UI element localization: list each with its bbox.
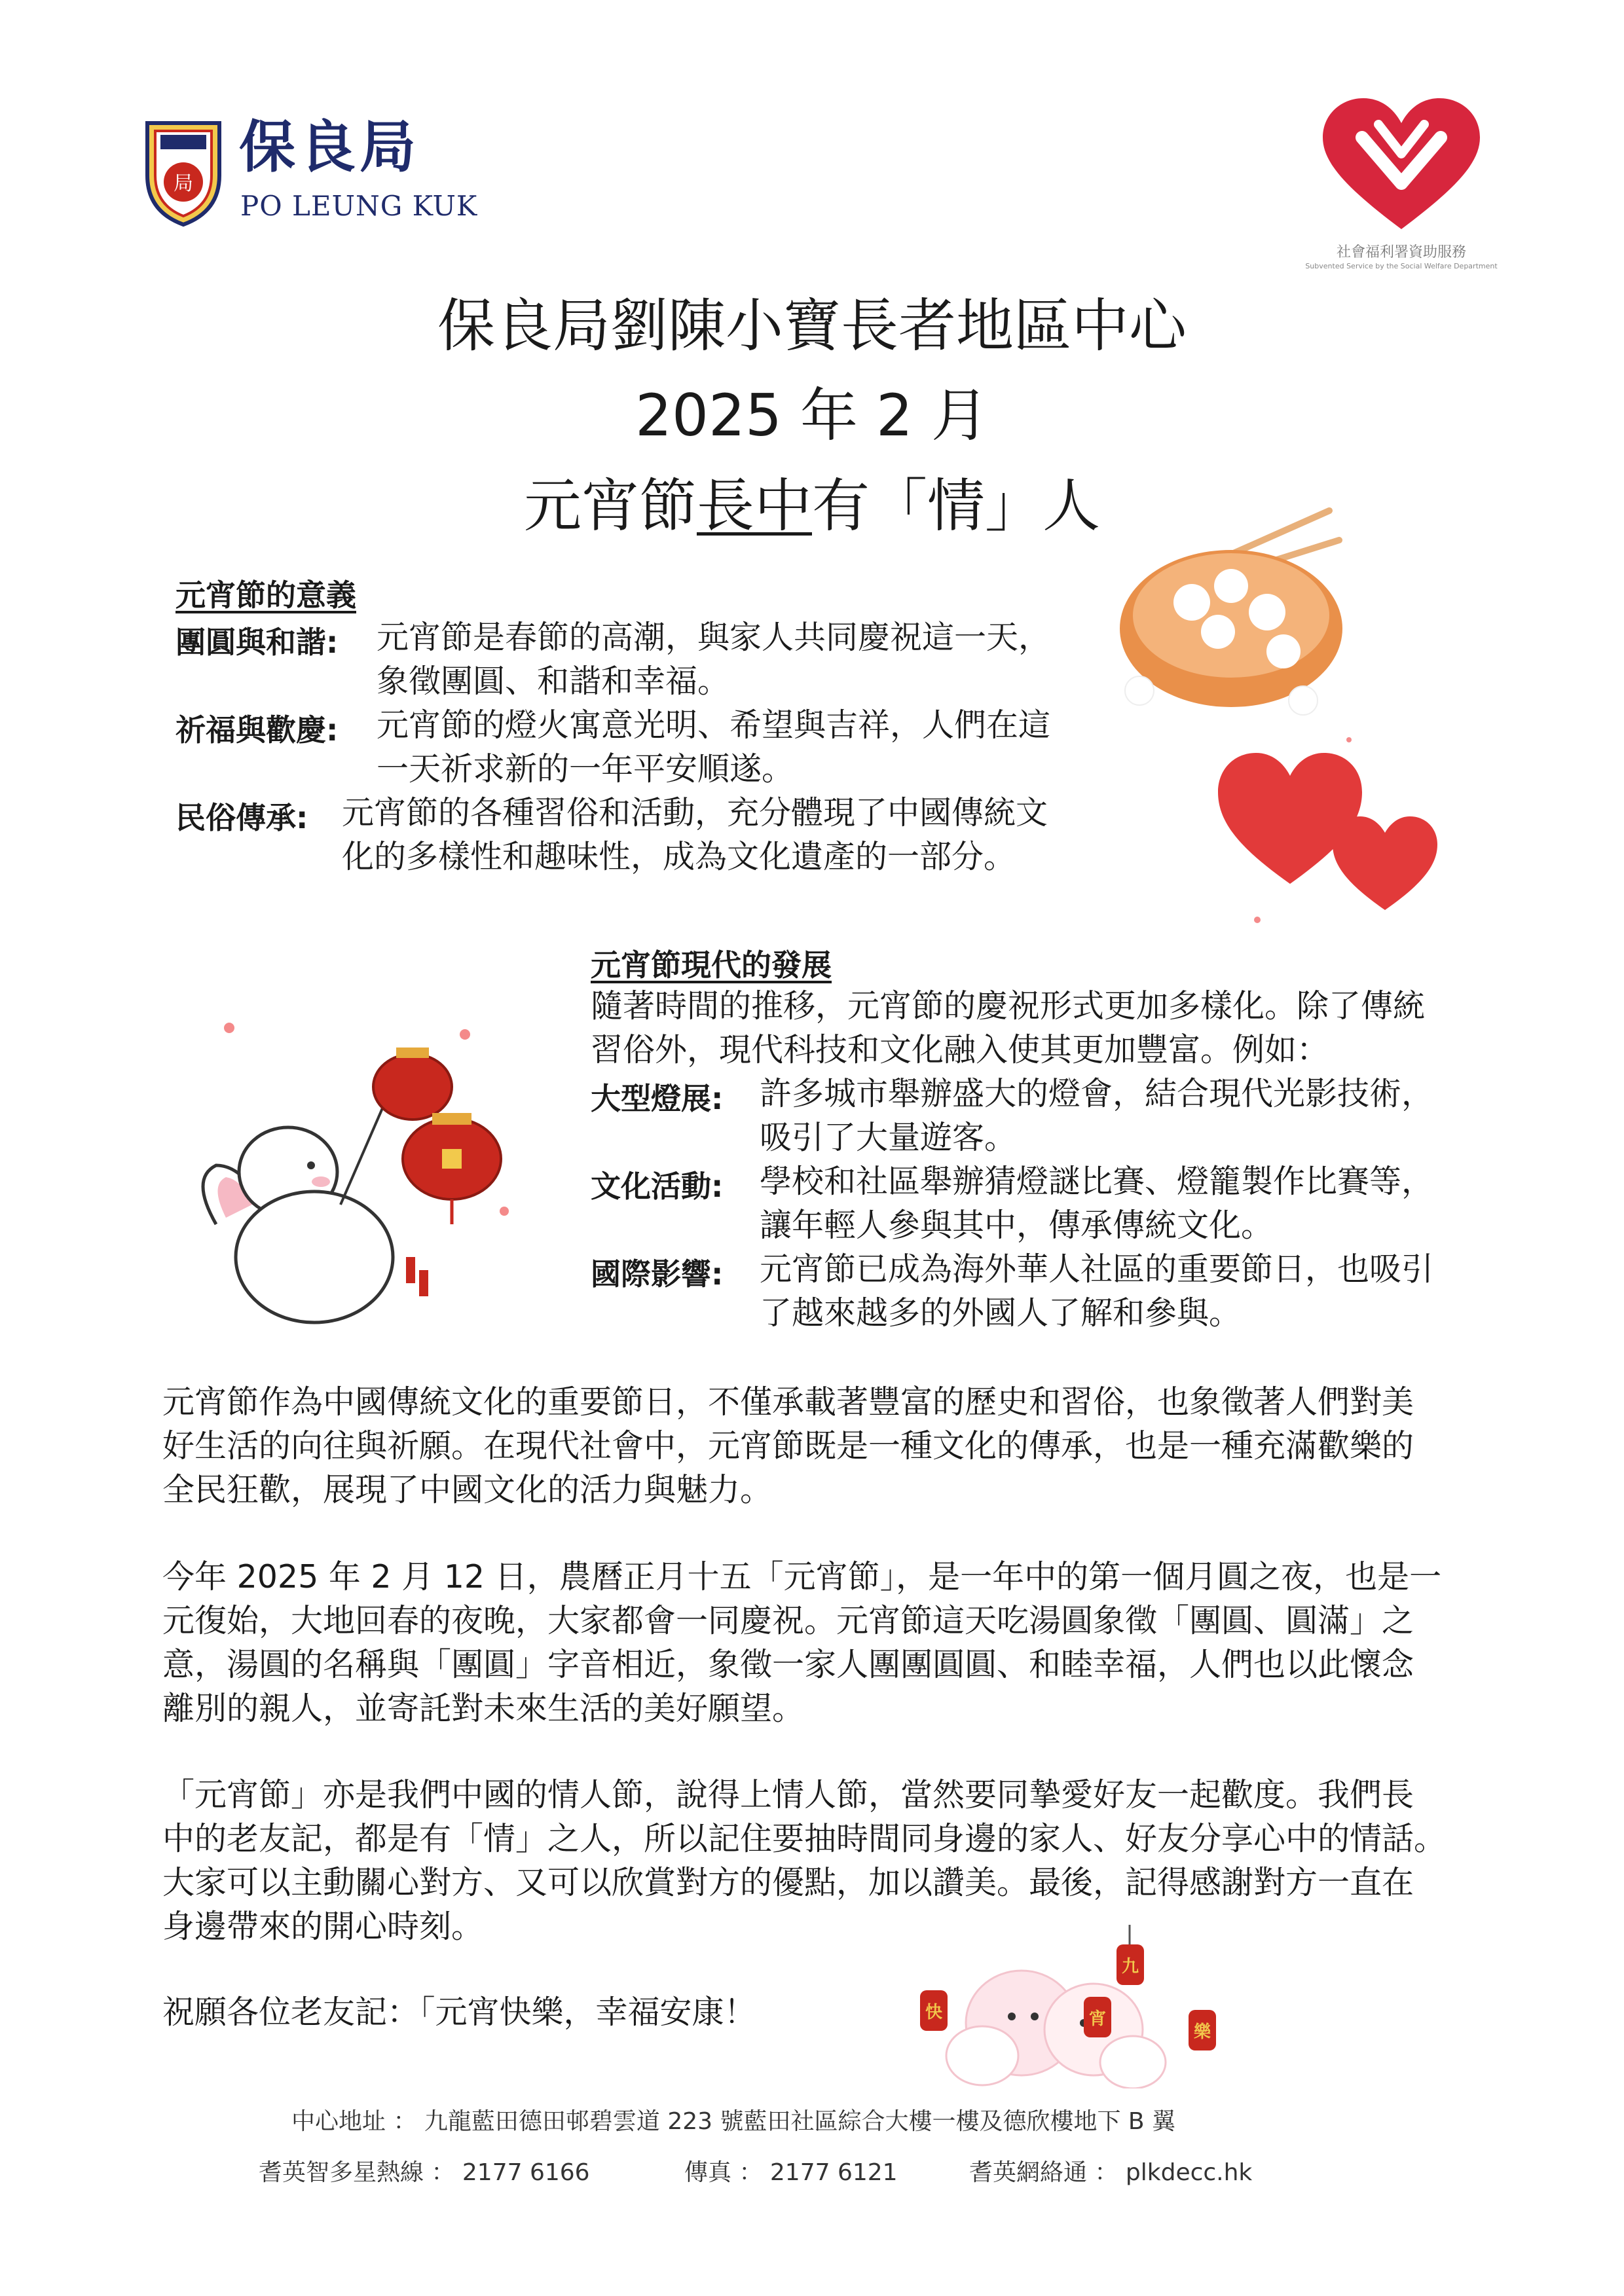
section1-item-label: 民俗傳承: [175, 800, 308, 835]
paragraph-line: 今年 2025 年 2 月 12 日，農曆正月十五「元宵節」，是一年中的第一個月圓之夜，也是一 [162, 1558, 1442, 1595]
closing-wish: 祝願各位老友記：「元宵快樂，幸福安康！ [162, 1994, 756, 2031]
plk-name-en: PO LEUNG KUK [240, 190, 478, 222]
month-title: 2025 年 2 月 [635, 382, 989, 449]
event-title-pre: 元宵節 [523, 472, 697, 539]
section2-intro-line: 習俗外，現代科技和文化融入使其更加豐富。例如： [591, 1031, 1329, 1068]
paragraph-line: 中的老友記，都是有「情」之人，所以記住要抽時間同身邊的家人、好友分享心中的情話。 [162, 1820, 1447, 1857]
paragraph-line: 離別的親人，並寄託對未來生活的美好願望。 [162, 1690, 805, 1727]
paragraph-line: 全民狂歡，展現了中國文化的活力與魅力。 [162, 1471, 773, 1508]
paragraph-line: 大家可以主動關心對方、又可以欣賞對方的優點，加以讚美。最後，記得感謝對方一直在 [162, 1864, 1414, 1901]
tangyuan-lanterns-illustration [904, 1925, 1244, 2088]
paragraph-line: 好生活的向往與祈願。在現代社會中，元宵節既是一種文化的傳承，也是一種充滿歡樂的 [162, 1427, 1414, 1465]
section2-item-text: 元宵節已成為海外華人社區的重要節日，也吸引 [760, 1250, 1434, 1288]
section1-item-text: 元宵節是春節的高潮，與家人共同慶祝這一天， [377, 619, 1051, 656]
section1-item-label: 祈福與歡慶: [175, 712, 339, 748]
footer-website[interactable]: 耆英網絡通 ： plkdecc.hk [969, 2159, 1253, 2186]
section2-heading: 元宵節現代的發展 [591, 947, 832, 983]
lantern-char: 宵 [1088, 2009, 1107, 2029]
section1-item-text: 一天祈求新的一年平安順遂。 [377, 750, 794, 788]
plk-crest-icon [141, 117, 226, 228]
section2-item-label: 大型燈展: [591, 1081, 724, 1116]
plk-name-zh: 保良局 [239, 115, 420, 180]
section2-intro-line: 隨著時間的推移，元宵節的慶祝形式更加多樣化。除了傳統 [591, 987, 1426, 1025]
footer-fax: 傳真 ： 2177 6121 [684, 2159, 898, 2186]
lantern-char: 樂 [1193, 2022, 1211, 2042]
event-title-underlined: 長中 [696, 472, 812, 539]
rabbit-lantern-illustration [190, 1008, 517, 1336]
swd-heart-icon [1323, 98, 1480, 236]
event-title [0, 471, 1624, 541]
section2-item-text: 讓年輕人參與其中，傳承傳統文化。 [760, 1207, 1274, 1244]
footer-address: 中心地址 ： 九龍藍田德田邨碧雲道 223 號藍田社區綜合大樓一樓及德欣樓地下 B 翼 [291, 2108, 1176, 2135]
paragraph-line: 元宵節作為中國傳統文化的重要節日，不僅承載著豐富的歷史和習俗，也象徵著人們對美 [162, 1383, 1414, 1421]
section2-item-label: 國際影響: [591, 1256, 724, 1292]
section2-item-label: 文化活動: [591, 1169, 724, 1204]
section2-item-text: 學校和社區舉辦猜燈謎比賽、燈籠製作比賽等， [760, 1163, 1434, 1200]
paragraph-line: 元復始，大地回春的夜晚，大家都會一同慶祝。元宵節這天吃湯圓象徵「團圓、圓滿」之 [162, 1602, 1414, 1639]
footer-hotline: 耆英智多星熱線 ： 2177 6166 [259, 2159, 590, 2186]
section2-item-text: 了越來越多的外國人了解和參與。 [760, 1294, 1242, 1332]
lantern-char: 快 [925, 2003, 943, 2022]
svg-text:局: 局 [174, 172, 193, 195]
section1-item-label: 團圓與和諧: [175, 625, 339, 660]
paragraph-line: 「元宵節」亦是我們中國的情人節，說得上情人節，當然要同摯愛好友一起歡度。我們長 [162, 1776, 1414, 1813]
section1-heading: 元宵節的意義 [175, 577, 356, 613]
swd-caption-zh: 社會福利署資助服務 [1336, 244, 1466, 261]
hearts-illustration [1218, 733, 1441, 936]
section2-item-text: 吸引了大量遊客。 [760, 1119, 1017, 1156]
section1-item-text: 元宵節的燈火寓意光明、希望與吉祥，人們在這 [377, 706, 1051, 744]
lantern-char: 九 [1121, 1957, 1139, 1977]
section1-item-text: 元宵節的各種習俗和活動，充分體現了中國傳統文 [342, 794, 1048, 831]
paragraph-line: 意，湯圓的名稱與「團圓」字音相近，象徵一家人團團圓圓、和睦幸福，人們也以此懷念 [162, 1646, 1414, 1683]
section2-item-text: 許多城市舉辦盛大的燈會，結合現代光影技術， [760, 1075, 1434, 1112]
center-name-title: 保良局劉陳小寶長者地區中心 [437, 292, 1187, 359]
yuanxiao-bowl-illustration [1113, 504, 1349, 720]
paragraph-line: 身邊帶來的開心時刻。 [162, 1908, 484, 1945]
event-title-post: 有「情」人 [812, 472, 1101, 539]
po-leung-kuk-logo [141, 115, 478, 231]
section1-item-text: 化的多樣性和趣味性，成為文化遺產的一部分。 [342, 838, 1016, 875]
swd-caption-en: Subvented Service by the Social Welfare Department [1305, 262, 1498, 270]
section1-item-text: 象徵團圓、和諧和幸福。 [377, 663, 730, 700]
swd-logo [1283, 98, 1519, 275]
